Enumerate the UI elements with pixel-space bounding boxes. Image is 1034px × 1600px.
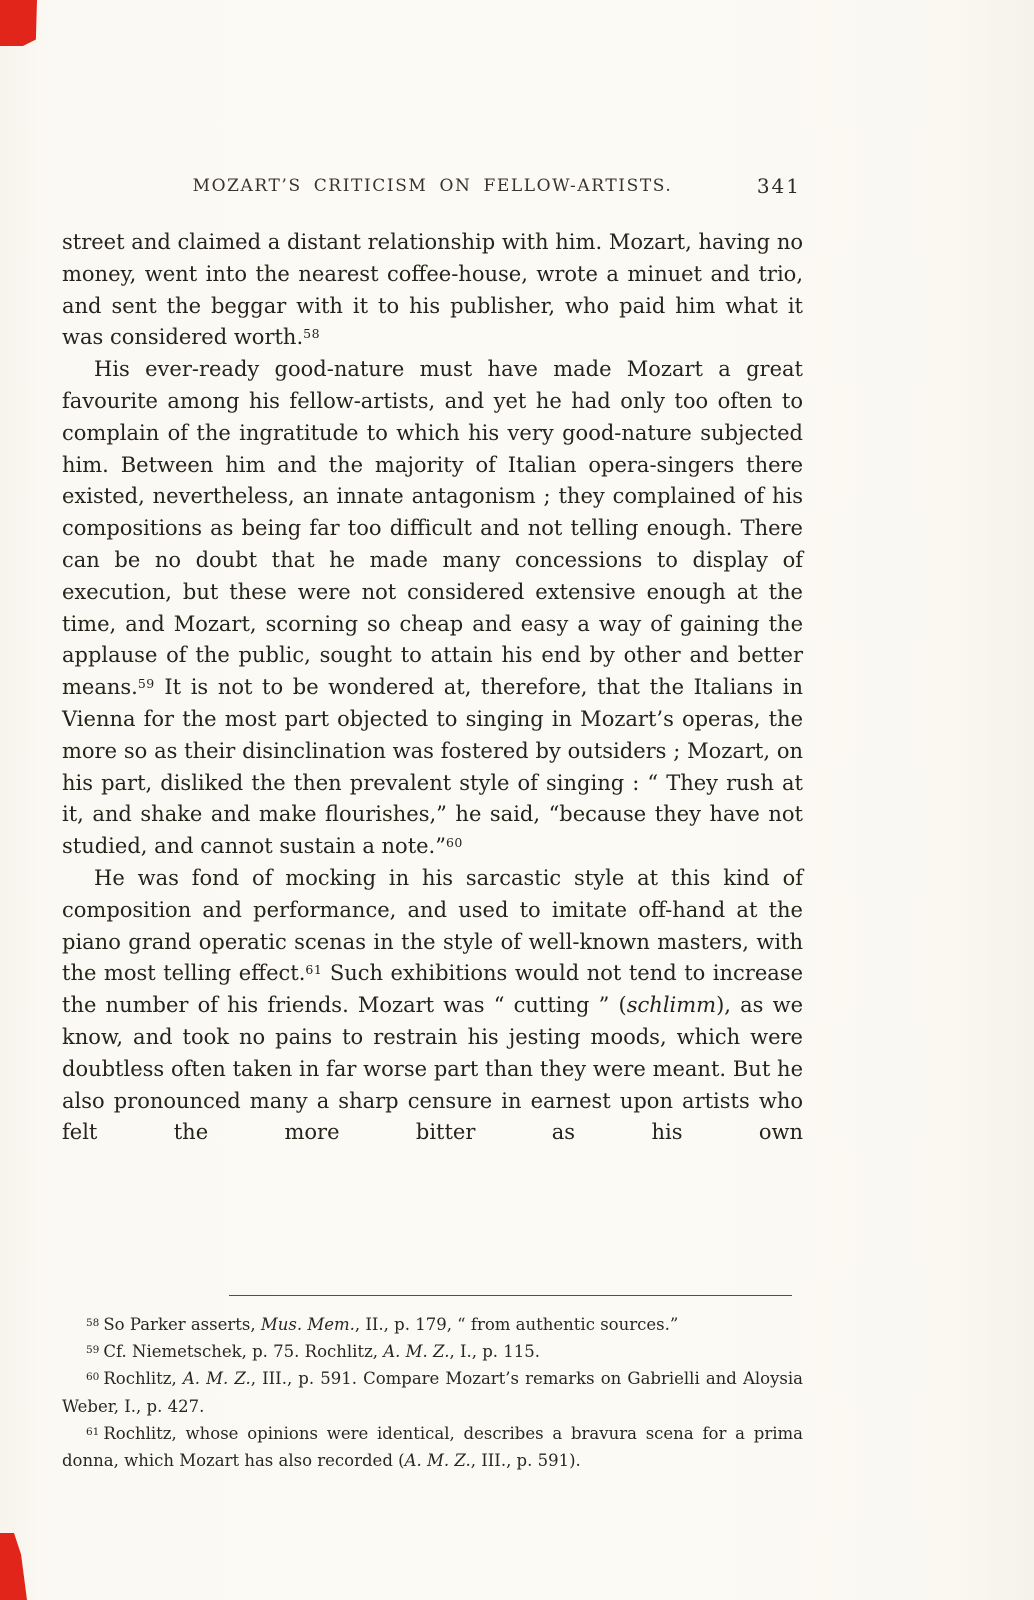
text-segment: , III., p. 591). xyxy=(470,1451,581,1471)
footnote-rule xyxy=(229,1295,792,1296)
footnote xyxy=(62,1420,803,1474)
text-segment: So Parker asserts, xyxy=(103,1315,261,1334)
text-segment: Such exhibitions would not tend to increase the number of his friends. Mozart was “ cutting ” ( xyxy=(62,961,803,1018)
text-segment: It is not to be wondered at, therefore, that the Italians in Vienna for the most part objected to singing in Mozart’s operas, the more so as their disinclination was fostered by outsiders ; Mozart, on his part, disliked the then prevalent style of singing : “ They rush at it, and shake and make flourishes,” he said, “because they have not studied, and cannot sustain a note.” xyxy=(62,675,803,859)
text-segment: , III., p. 591. Compare Mozart’s remarks on Gabrielli and Aloysia Weber, I., p. 427. xyxy=(62,1369,804,1416)
page-content xyxy=(62,176,803,1474)
footnote-number: 60 xyxy=(86,1371,100,1384)
paragraph xyxy=(62,354,803,863)
text-segment: Mus. Mem. xyxy=(260,1315,355,1334)
text-segment: His ever-ready good-nature must have made Mozart a great favourite among his fellow-artists, and yet he had only too often to complain of the ingratitude to which his very good-nature subjected him. Between him and the majority of Italian opera-singers there existed, nevertheless, an innate antagonism ; they complained of his compositions as being far too difficult and not telling enough. There can be no doubt that he made many concessions to display of execution, but these were not considered extensive enough at the time, and Mozart, scorning so cheap and easy a way of gaining the applause of the public, sought to attain his end by other and better means. xyxy=(62,357,803,700)
header-title: MOZART’S CRITICISM ON FELLOW-ARTISTS. xyxy=(192,176,673,196)
footnote-reference: 61 xyxy=(305,962,323,978)
text-segment: He was fond of mocking in his sarcastic style at this kind of composition and performance, and used to imitate off-hand at the piano grand operatic scenas in the style of well-known masters, with the most telling effect. xyxy=(62,865,803,986)
footnote-reference: 60 xyxy=(445,835,463,851)
footnote-number: 58 xyxy=(86,1317,100,1329)
text-segment: , I., p. 115. xyxy=(449,1342,541,1362)
paragraph xyxy=(62,227,803,354)
scan-artifact-red-top xyxy=(0,0,37,46)
footnote-number: 59 xyxy=(86,1344,100,1357)
text-segment: A. M. Z. xyxy=(404,1451,471,1471)
footnote xyxy=(62,1338,803,1365)
footnote-number: 61 xyxy=(86,1425,100,1438)
body-text xyxy=(62,227,803,1281)
text-segment: A. M. Z. xyxy=(383,1342,450,1362)
running-header xyxy=(62,176,803,203)
footnotes xyxy=(62,1311,803,1474)
text-segment: ), as we know, and took no pains to restrain his jesting moods, which were doubtless often taken in far worse part than they were meant. But he also pronounced many a sharp censure in earnest upon artists who felt the more bitter as his own xyxy=(62,993,803,1145)
text-segment: Rochlitz, xyxy=(103,1369,183,1389)
scan-artifact-red-bottom xyxy=(0,1533,27,1600)
text-segment: schlimm xyxy=(626,993,717,1018)
paragraph xyxy=(62,863,803,1149)
footnote xyxy=(62,1311,803,1338)
text-segment: , II., p. 179, “ from authentic sources.” xyxy=(354,1315,679,1334)
text-segment: A. M. Z. xyxy=(182,1369,251,1389)
text-segment: Rochlitz, whose opinions were identical, describes a bravura scena for a prima donna, which Mozart has also recorded ( xyxy=(62,1423,803,1471)
text-segment: Cf. Niemetschek, p. 75. Rochlitz, xyxy=(103,1342,384,1362)
footnote-reference: 58 xyxy=(303,326,321,342)
text-segment: street and claimed a distant relationship with him. Mozart, having no money, went into the nearest coffee-house, wrote a minuet and trio, and sent the beggar with it to his publisher, who paid him what it was considered worth. xyxy=(62,230,803,350)
footnote-reference: 59 xyxy=(137,676,155,692)
page-number: 341 xyxy=(756,174,801,198)
footnote xyxy=(62,1365,803,1419)
